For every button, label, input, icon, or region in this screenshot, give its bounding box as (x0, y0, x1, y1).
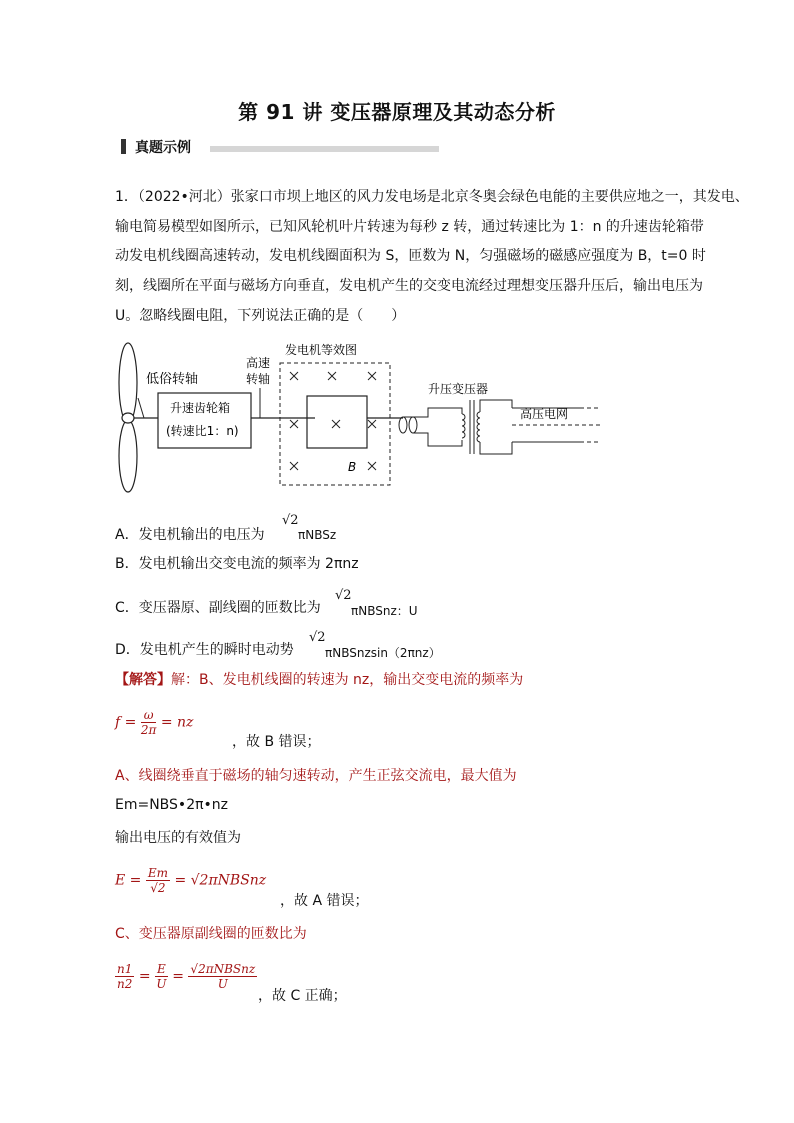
formula-turns: $\frac{n1}{n2}$ = $\frac{E}{U}$ = $\frac{\text{√2πNBSnz}}{U}$ (117, 962, 256, 991)
option-a-text: A．发电机输出的电压为 (115, 527, 265, 543)
answer-label: 【解答】 (115, 672, 171, 688)
grid-label: 高压电网 (520, 407, 569, 421)
option-d (115, 639, 294, 659)
question-line-4: 刻，线圈所在平面与磁场方向垂直，发电机产生的交变电流经过理想变压器升压后，输出电压为 (115, 278, 703, 294)
e-lhs: E = (115, 872, 142, 889)
eu-fraction (155, 962, 168, 991)
f-fraction (141, 708, 157, 737)
e-tail: ，故 A 错误； (280, 893, 369, 909)
generator-label: 发电机等效图 (285, 343, 358, 357)
coil-box (307, 396, 367, 448)
magnetic-field-marks (290, 372, 376, 470)
option-a-expr: πNBSz (298, 528, 337, 542)
option-a-sqrt: √2 (282, 513, 299, 528)
question-line-1: 1．（2022•河北）张家口市坝上地区的风力发电场是北京冬奥会绿色电能的主要供应地之一，其发电、 (115, 189, 749, 205)
f-num: ω (141, 708, 157, 723)
option-d-text: D．发电机产生的瞬时电动势 (115, 642, 294, 658)
low-shaft-label: 低俗转轴 (146, 372, 199, 387)
section-heading: 真题示例 (135, 140, 191, 156)
transformer-label: 升压变压器 (428, 382, 489, 396)
e-num: Em (147, 866, 168, 880)
question-line-2: 输电简易模型如图所示，已知风轮机叶片转速为每秒 z 转，通过转速比为 1：n 的升速齿轮箱带 (115, 219, 704, 235)
result-den: U (217, 977, 228, 991)
option-c-expr: πNBSnz：U (351, 604, 418, 618)
answer-em-line: Em=NBS•2π•nz (115, 797, 229, 813)
f-lhs: f = (115, 714, 137, 731)
e-den: √2 (150, 881, 166, 895)
section-divider (210, 146, 439, 152)
n-num: n1 (117, 962, 133, 976)
option-c-text: C．变压器原、副线圈的匝数比为 (115, 600, 321, 616)
answer-intro-text: 解：B、发电机线圈的转速为 nz，输出交变电流的频率为 (171, 672, 524, 688)
option-b: B．发电机输出交变电流的频率为 2πnz (115, 556, 359, 572)
field-label: B (348, 460, 357, 474)
option-d-sqrt: √2 (309, 630, 326, 645)
result-num: √2πNBSnz (190, 962, 256, 976)
eu-num: E (157, 962, 166, 976)
question-line-3: 动发电机线圈高速转动，发电机线圈面积为 S，匝数为 N，匀强磁场的磁感应强度为 B，t=0 时 (115, 248, 706, 264)
option-a (115, 524, 265, 544)
option-c-sqrt: √2 (335, 588, 352, 603)
gearbox-label-1: 升速齿轮箱 (170, 401, 231, 415)
answer-intro (115, 669, 523, 689)
high-shaft-label-2: 转轴 (246, 372, 271, 386)
transformer-icon (462, 400, 512, 454)
n-den: n2 (117, 977, 133, 991)
result-fraction (188, 962, 257, 991)
formula-rms (115, 866, 266, 895)
n-fraction (115, 962, 134, 991)
option-c (115, 597, 321, 617)
answer-c-line: C、变压器原副线圈的匝数比为 (115, 926, 307, 942)
f-den: 2π (140, 723, 157, 737)
answer-rms-line: 输出电压的有效值为 (115, 830, 241, 846)
formula-frequency (115, 708, 193, 737)
generator-box (280, 363, 390, 485)
gearbox-label-2: (转速比1：n) (166, 424, 239, 438)
wind-generator-diagram (110, 338, 610, 498)
option-d-expr: πNBSnzsin（2πnz） (325, 646, 441, 660)
c-tail: ，故 C 正确； (258, 988, 347, 1004)
high-shaft-label-1: 高速 (246, 356, 271, 370)
f-tail: ，故 B 错误； (232, 734, 321, 750)
e-fraction (146, 866, 170, 895)
eu-den: U (156, 977, 167, 991)
section-marker (121, 139, 126, 154)
question-line-5: U。忽略线圈电阻，下列说法正确的是（ ） (115, 308, 406, 324)
answer-a-line: A、线圈绕垂直于磁场的轴匀速转动，产生正弦交流电，最大值为 (115, 768, 517, 784)
e-rhs: = √2πNBSnz (174, 872, 267, 889)
page-title: 第 91 讲 变压器原理及其动态分析 (238, 100, 556, 124)
f-rhs: = nz (160, 714, 194, 731)
